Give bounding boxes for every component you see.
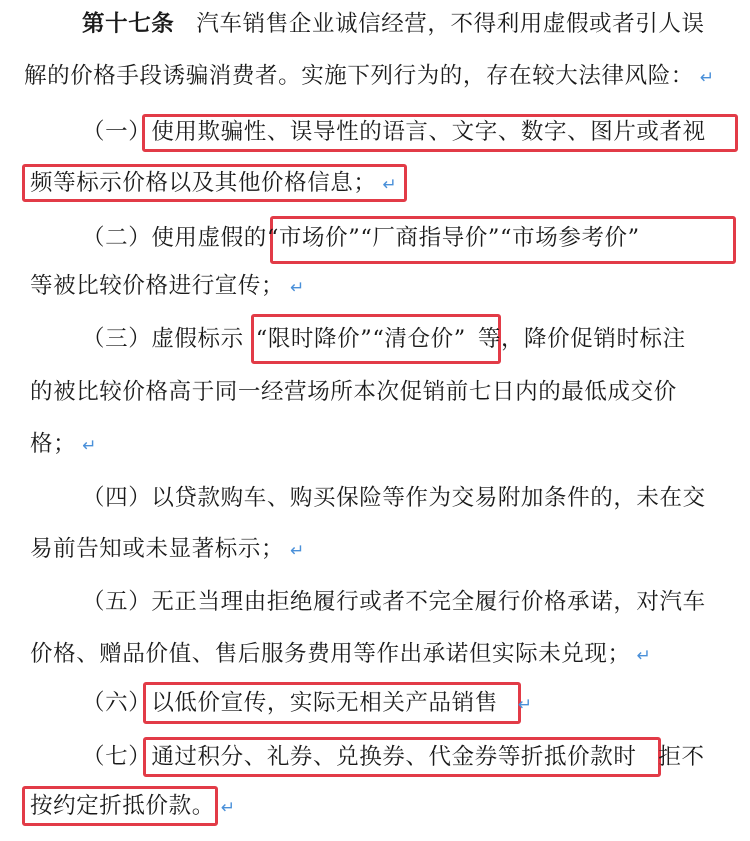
return-mark-icon: ↵	[382, 175, 398, 195]
item-1-line-1	[82, 112, 750, 152]
item-label: （二）	[82, 225, 152, 251]
item-text: 通过积分、礼券、兑换券、代金券等折抵价款时	[151, 744, 637, 770]
article-title: 第十七条	[82, 11, 175, 37]
item-3-line-3	[30, 424, 750, 464]
quoted-price-terms: “限时降价”“清仓价”	[255, 326, 466, 352]
quoted-price-terms: “市场价”“厂商指导价”“市场参考价”	[266, 225, 640, 251]
item-text: 等，降价促销时标注	[477, 326, 686, 352]
item-7-line-2	[30, 786, 750, 826]
item-text: 的被比较价格高于同一经营场所本次促销前七日内的最低成交价	[30, 379, 677, 405]
return-mark-icon: ↵	[220, 798, 236, 818]
item-text: 以贷款购车、购买保险等作为交易附加条件的，未在交	[151, 485, 706, 511]
article-line-1	[82, 4, 750, 44]
article-line-2	[24, 56, 750, 96]
item-label: （一）	[82, 119, 152, 145]
item-text: 使用欺骗性、误导性的语言、文字、数字、图片或者视	[151, 119, 706, 145]
item-3-line-2	[30, 372, 750, 412]
item-text: 价格、赠品价值、售后服务费用等作出承诺但实际未兑现；	[30, 641, 631, 667]
item-text: 使用虚假的	[151, 225, 267, 251]
item-5-line-1	[82, 582, 750, 622]
item-label: （四）	[82, 485, 152, 511]
return-mark-icon: ↵	[517, 695, 533, 715]
item-text: 拒不	[658, 744, 705, 770]
item-2-line-1	[82, 218, 750, 258]
item-text: 等被比较价格进行宣传；	[30, 273, 285, 299]
item-text: 无正当理由拒绝履行或者不完全履行价格承诺，对汽车	[151, 589, 706, 615]
return-mark-icon: ↵	[636, 646, 652, 666]
item-7-line-1	[82, 737, 750, 777]
item-text: 虚假标示	[151, 326, 244, 352]
item-text: 以低价宣传，实际无相关产品销售	[151, 690, 498, 716]
item-text: 频等标示价格以及其他价格信息；	[30, 170, 377, 196]
item-text: 按约定折抵价款。	[30, 793, 215, 819]
item-text: 格；	[30, 431, 77, 457]
item-4-line-1	[82, 478, 750, 518]
item-label: （五）	[82, 589, 152, 615]
item-text: 易前告知或未显著标示；	[30, 536, 285, 562]
item-6-line-1	[82, 683, 750, 723]
return-mark-icon: ↵	[82, 436, 98, 456]
item-4-line-2	[30, 529, 750, 569]
item-label: （六）	[82, 690, 152, 716]
item-1-line-2	[30, 163, 750, 203]
item-label: （三）	[82, 326, 152, 352]
article-intro-1: 汽车销售企业诚信经营，不得利用虚假或者引人误	[196, 11, 705, 37]
item-5-line-2	[30, 634, 750, 674]
item-label: （七）	[82, 744, 152, 770]
article-intro-2: 解的价格手段诱骗消费者。实施下列行为的，存在较大法律风险：	[24, 63, 694, 89]
item-3-line-1	[82, 319, 750, 359]
return-mark-icon: ↵	[699, 68, 715, 88]
item-2-line-2	[30, 266, 750, 306]
return-mark-icon: ↵	[290, 541, 305, 561]
return-mark-icon: ↵	[290, 278, 305, 298]
